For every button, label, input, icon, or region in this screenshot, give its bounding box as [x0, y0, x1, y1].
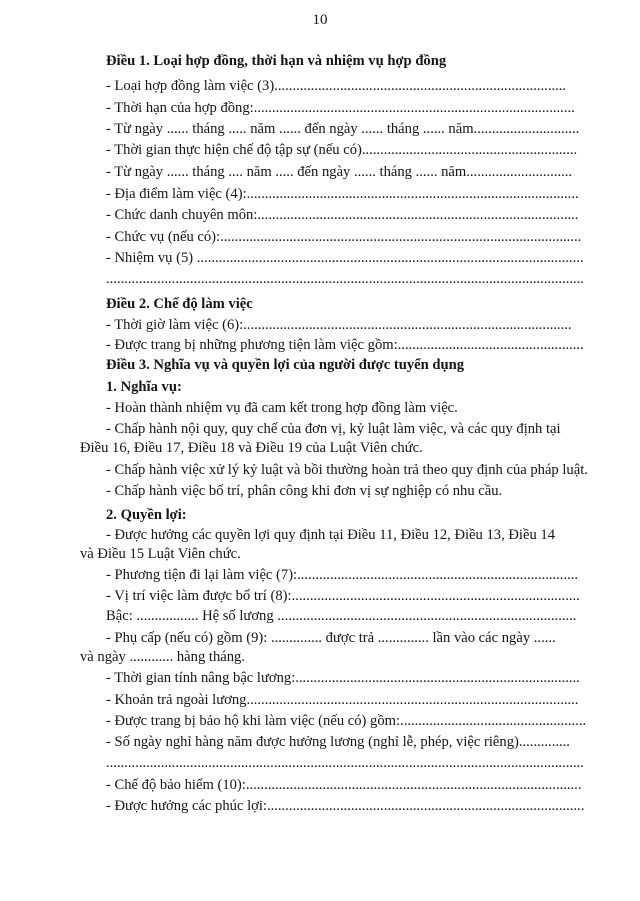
quyen-loi-line-nghi: - Số ngày nghỉ hàng năm được hưởng lương (nghỉ lễ, phép, việc riêng)..............: [106, 734, 570, 750]
nghia-vu-line: - Chấp hành nội quy, quy chế của đơn vị, kỷ luật làm việc, và các quy định tại: [106, 421, 561, 437]
quyen-loi-line-phuc-loi: - Được hưởng các phúc lợi:.......................................................................................: [106, 798, 585, 814]
dieu1-line-tap-su: - Thời gian thực hiện chế độ tập sự (nếu có)...........................................................: [106, 142, 578, 158]
dieu2-heading: Điều 2. Chế độ làm việc: [106, 296, 253, 312]
quyen-loi-line-phuong-tien: - Phương tiện đi lại làm việc (7):.............................................................................: [106, 567, 579, 583]
nghia-vu-heading: 1. Nghĩa vụ:: [106, 379, 182, 395]
nghia-vu-line: - Hoàn thành nhiệm vụ đã cam kết trong hợp đồng làm việc.: [106, 400, 458, 416]
quyen-loi-line-phu-cap: - Phụ cấp (nếu có) gồm (9): .............. được trả .............. lần vào các ngày ......: [106, 630, 556, 646]
quyen-loi-line-bac: Bậc: ................. Hệ số lương ..................................................................................: [106, 608, 577, 624]
page-number: 10: [312, 12, 328, 28]
quyen-loi-line-bao-ho: - Được trang bị bảo hộ khi làm việc (nếu có) gồm:...................................................: [106, 713, 587, 729]
quyen-loi-line: - Được hưởng các quyền lợi quy định tại Điều 11, Điều 12, Điều 13, Điều 14: [106, 527, 555, 543]
dieu2-line-thoi-gio: - Thời giờ làm việc (6):..........................................................................................: [106, 317, 572, 333]
quyen-loi-line: và Điều 15 Luật Viên chức.: [80, 546, 241, 562]
dieu1-heading: Điều 1. Loại hợp đồng, thời hạn và nhiệm vụ hợp đồng: [106, 53, 447, 69]
dieu1-line-blank: ...................................................................................................................................: [106, 271, 584, 287]
dieu1-line-chuc-danh: - Chức danh chuyên môn:........................................................................................: [106, 207, 579, 223]
dieu1-line-thoi-han: - Thời hạn của hợp đồng:........................................................................................: [106, 100, 575, 116]
quyen-loi-line-ngay: và ngày ............ hàng tháng.: [80, 649, 245, 665]
dieu1-line-tu-ngay-tap-su: - Từ ngày ...... tháng .... năm ..... đến ngày ...... tháng ...... năm.............................: [106, 164, 573, 180]
dieu1-line-loai-hop-dong: - Loại hợp đồng làm việc (3)................................................................................: [106, 78, 567, 94]
nghia-vu-line: Điều 16, Điều 17, Điều 18 và Điều 19 của Luật Viên chức.: [80, 440, 423, 456]
dieu2-line-trang-bi: - Được trang bị những phương tiện làm việc gồm:...................................................: [106, 337, 584, 353]
quyen-loi-line-bao-hiem: - Chế độ bảo hiểm (10):............................................................................................: [106, 777, 582, 793]
dieu1-line-nhiem-vu: - Nhiệm vụ (5) ..........................................................................................................: [106, 250, 584, 266]
quyen-loi-line-blank: ...................................................................................................................................: [106, 755, 584, 771]
quyen-loi-line-nang-bac: - Thời gian tính nâng bậc lương:..............................................................................: [106, 670, 580, 686]
dieu3-heading: Điều 3. Nghĩa vụ và quyền lợi của người được tuyển dụng: [106, 357, 465, 373]
nghia-vu-line: - Chấp hành việc bố trí, phân công khi đơn vị sự nghiệp có nhu cầu.: [106, 483, 503, 499]
quyen-loi-line-ngoai-luong: - Khoản trả ngoài lương...........................................................................................: [106, 692, 579, 708]
dieu1-line-dia-diem: - Địa điểm làm việc (4):...........................................................................................: [106, 186, 579, 202]
quyen-loi-heading: 2. Quyền lợi:: [106, 507, 187, 523]
dieu1-line-chuc-vu: - Chức vụ (nếu có):...................................................................................................: [106, 229, 582, 245]
dieu1-line-tu-ngay: - Từ ngày ...... tháng ..... năm ...... đến ngày ...... tháng ...... năm.............................: [106, 121, 580, 137]
nghia-vu-line: - Chấp hành việc xử lý kỷ luật và bồi thường hoàn trả theo quy định của pháp luật.: [106, 462, 588, 478]
quyen-loi-line-vi-tri: - Vị trí việc làm được bố trí (8):...............................................................................: [106, 588, 580, 604]
